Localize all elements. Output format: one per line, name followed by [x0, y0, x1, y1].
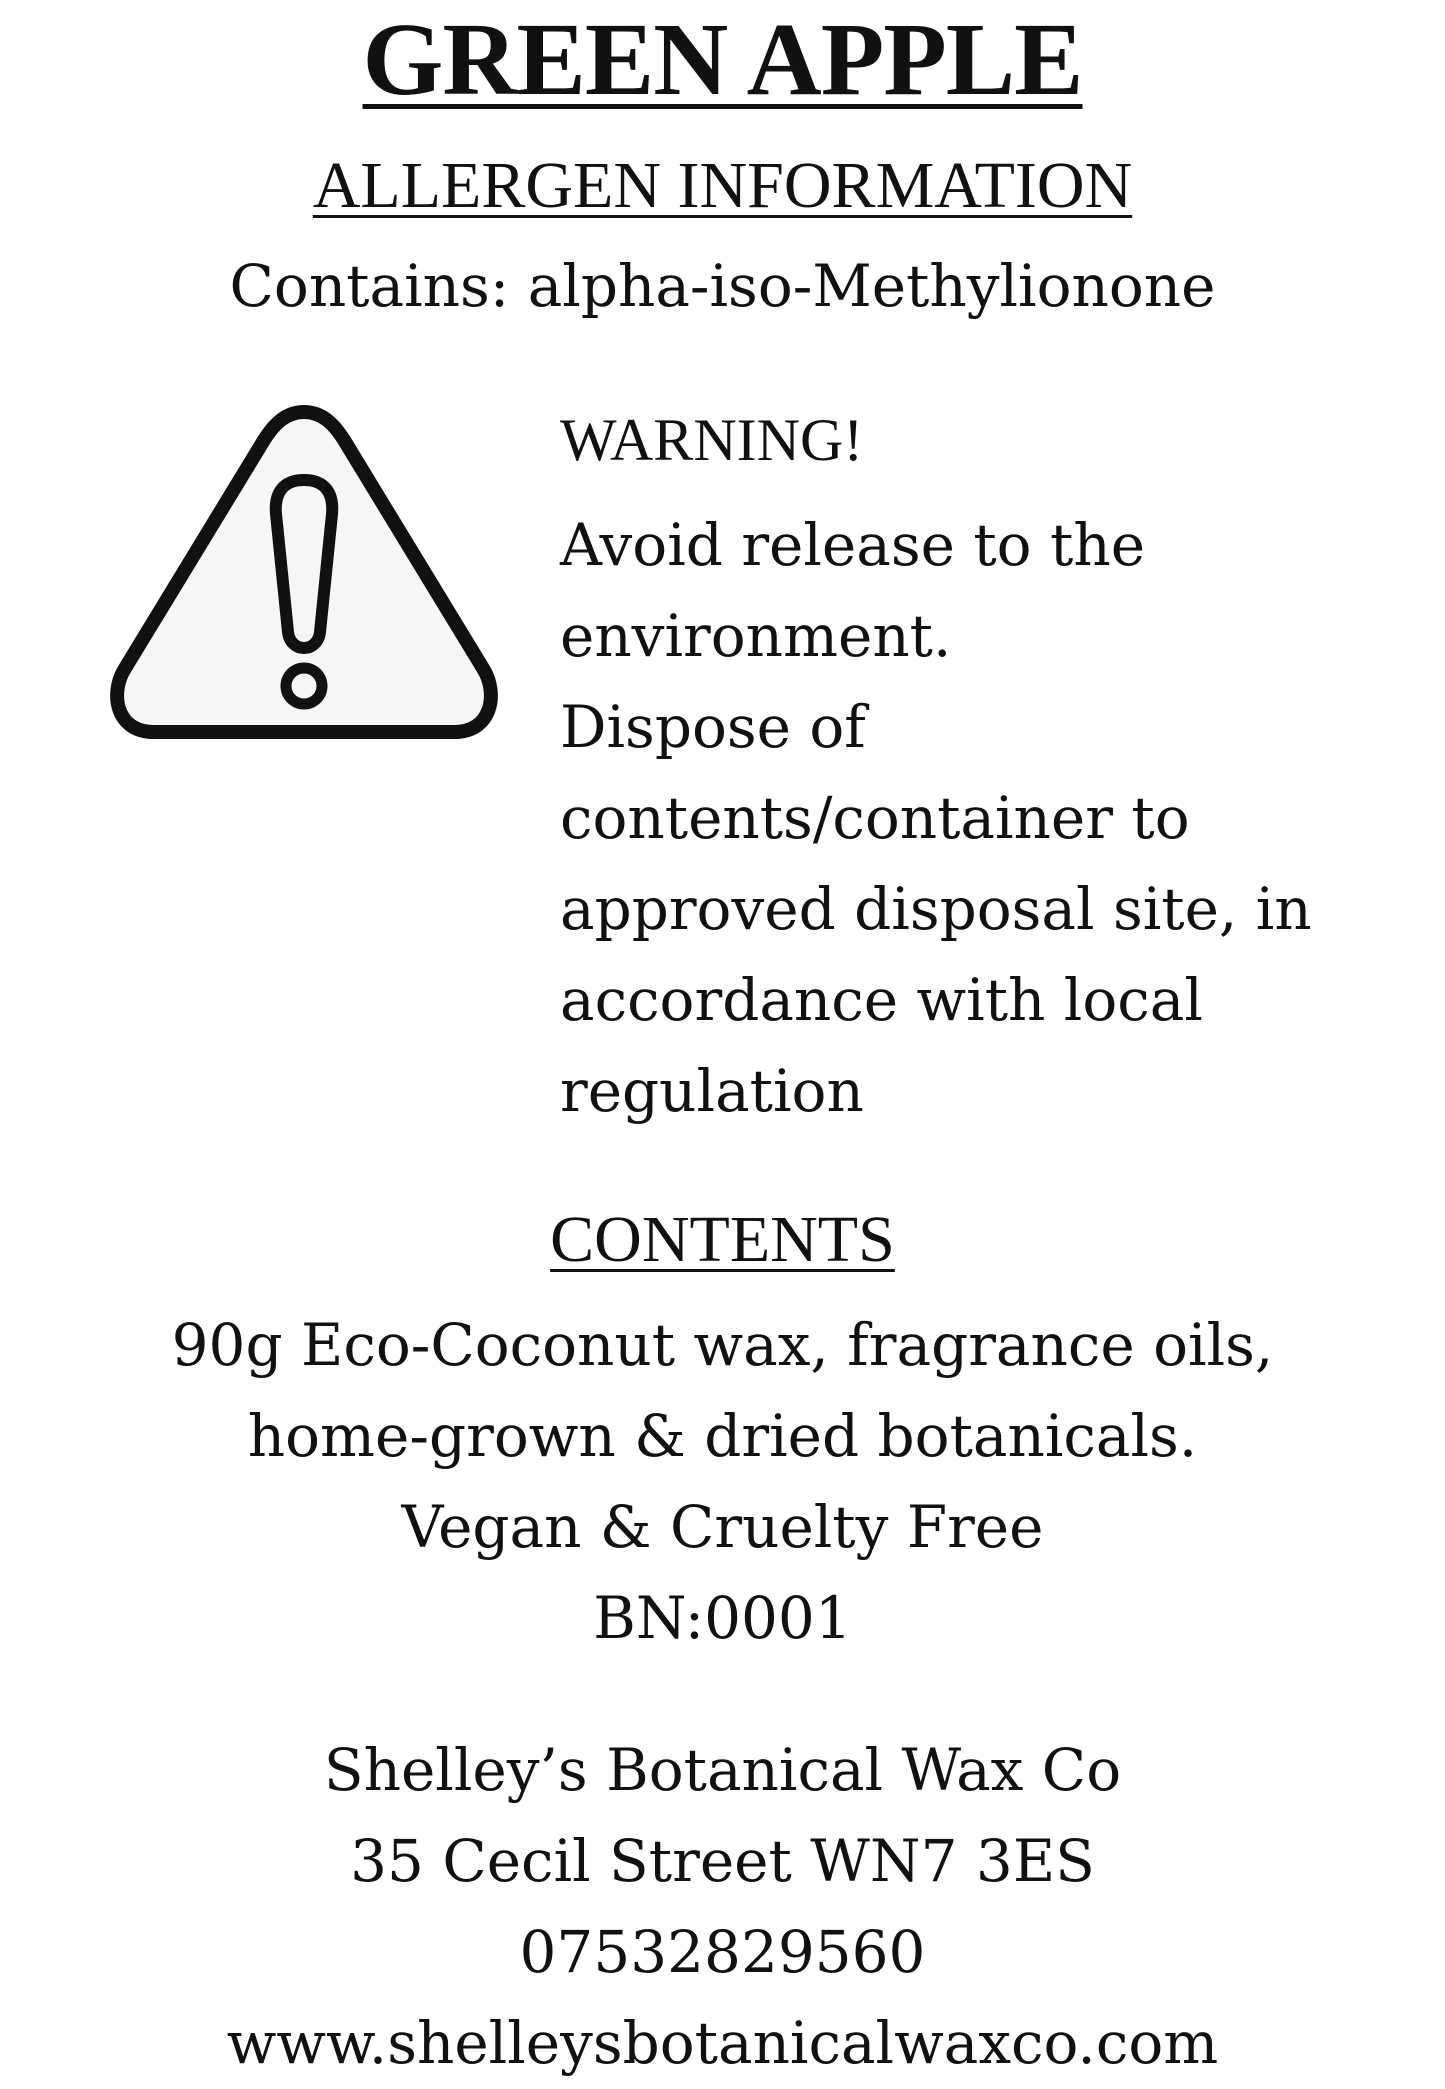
allergen-heading: [0, 148, 1445, 224]
business-phone: 07532829560: [519, 1918, 926, 1986]
contents-line: 90g Eco-Coconut wax, fragrance oils,: [171, 1311, 1274, 1379]
allergen-contains: Contains: alpha-iso-Methylionone: [229, 252, 1216, 320]
warning-block: [560, 400, 1420, 1137]
contents-line: Vegan & Cruelty Free: [401, 1493, 1044, 1561]
warning-line: accordance with local: [560, 966, 1203, 1034]
business-website: www.shelleysbotanicalwaxco.com: [226, 2009, 1219, 2077]
product-title-text: GREEN APPLE: [362, 2, 1083, 117]
batch-number: BN:0001: [593, 1584, 852, 1652]
warning-title: WARNING!: [560, 407, 864, 473]
contents-line: home-grown & dried botanicals.: [247, 1402, 1198, 1470]
allergen-heading-text: ALLERGEN INFORMATION: [312, 149, 1133, 222]
warning-triangle-icon: [108, 398, 500, 746]
contents-heading-text: CONTENTS: [550, 1203, 895, 1276]
warning-line: regulation: [560, 1057, 864, 1125]
warning-line: environment.: [560, 602, 952, 670]
warning-line: contents/container to: [560, 784, 1190, 852]
contents-heading: [0, 1200, 1445, 1280]
product-title: [0, 4, 1445, 116]
business-address: 35 Cecil Street WN7 3ES: [350, 1827, 1095, 1895]
warning-line: Avoid release to the: [560, 511, 1146, 579]
warning-line: approved disposal site, in: [560, 875, 1312, 943]
business-name: Shelley’s Botanical Wax Co: [323, 1736, 1122, 1804]
warning-line: Dispose of: [560, 693, 866, 761]
